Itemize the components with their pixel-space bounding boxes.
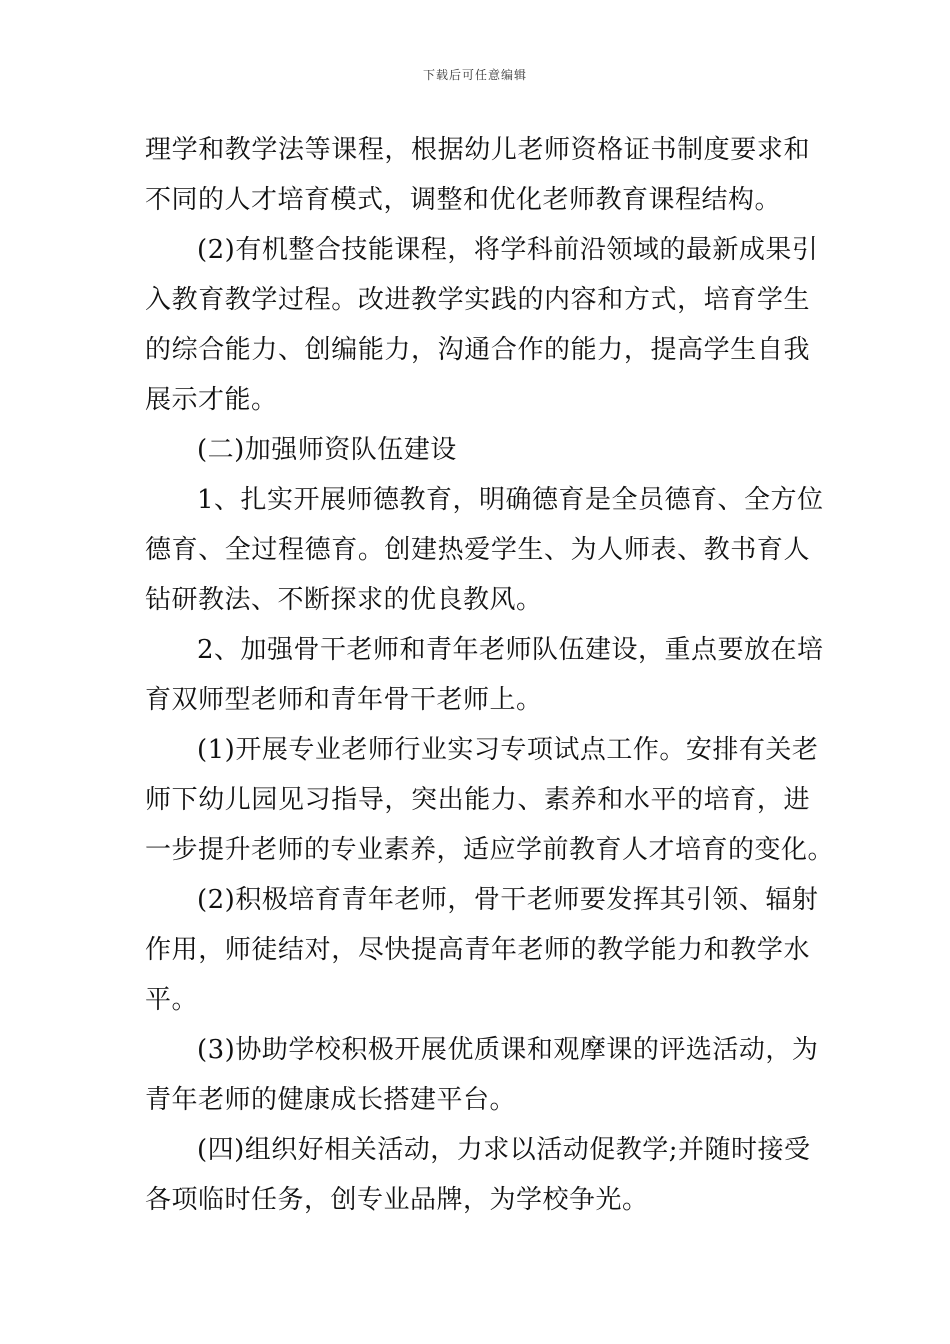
text-line: (1)开展专业老师行业实习专项试点工作。安排有关老 — [197, 735, 819, 765]
text-line: 师下幼儿园见习指导，突出能力、素养和水平的培育，进 — [145, 785, 810, 815]
text-line: 2、加强骨干老师和青年老师队伍建设，重点要放在培 — [197, 635, 824, 665]
text-line: 育双师型老师和青年骨干老师上。 — [145, 685, 543, 715]
text-line: 青年老师的健康成长搭建平台。 — [145, 1085, 517, 1115]
text-line: 1、扎实开展师德教育，明确德育是全员德育、全方位 — [197, 485, 824, 515]
text-line: 德育、全过程德育。创建热爱学生、为人师表、教书育人 — [145, 535, 810, 565]
text-line: (2)积极培育青年老师，骨干老师要发挥其引领、辐射 — [197, 885, 819, 915]
page-header-note: 下载后可任意编辑 — [422, 68, 527, 82]
text-line: (四)组织好相关活动，力求以活动促教学;并随时接受 — [197, 1135, 811, 1165]
text-line: 理学和教学法等课程，根据幼儿老师资格证书制度要求和 — [145, 135, 810, 165]
document-body — [145, 125, 835, 1225]
text-line: 入教育教学过程。改进教学实践的内容和方式，培育学生 — [145, 285, 810, 315]
text-line: 不同的人才培育模式，调整和优化老师教育课程结构。 — [145, 185, 782, 215]
text-line: 作用，师徒结对，尽快提高青年老师的教学能力和教学水 — [145, 935, 810, 965]
text-line: 钻研教法、不断探求的优良教风。 — [145, 585, 543, 615]
text-line: (2)有机整合技能课程，将学科前沿领域的最新成果引 — [197, 235, 819, 265]
text-line: 的综合能力、创编能力，沟通合作的能力，提高学生自我 — [145, 335, 810, 365]
text-line: 平。 — [145, 985, 199, 1015]
text-line: 一步提升老师的专业素养，适应学前教育人才培育的变化。 — [145, 835, 835, 865]
text-line: 各项临时任务，创专业品牌，为学校争光。 — [145, 1185, 649, 1215]
text-line: 展示才能。 — [145, 385, 278, 415]
section-heading: (二)加强师资队伍建设 — [197, 435, 457, 465]
text-line: (3)协助学校积极开展优质课和观摩课的评选活动，为 — [197, 1035, 819, 1065]
